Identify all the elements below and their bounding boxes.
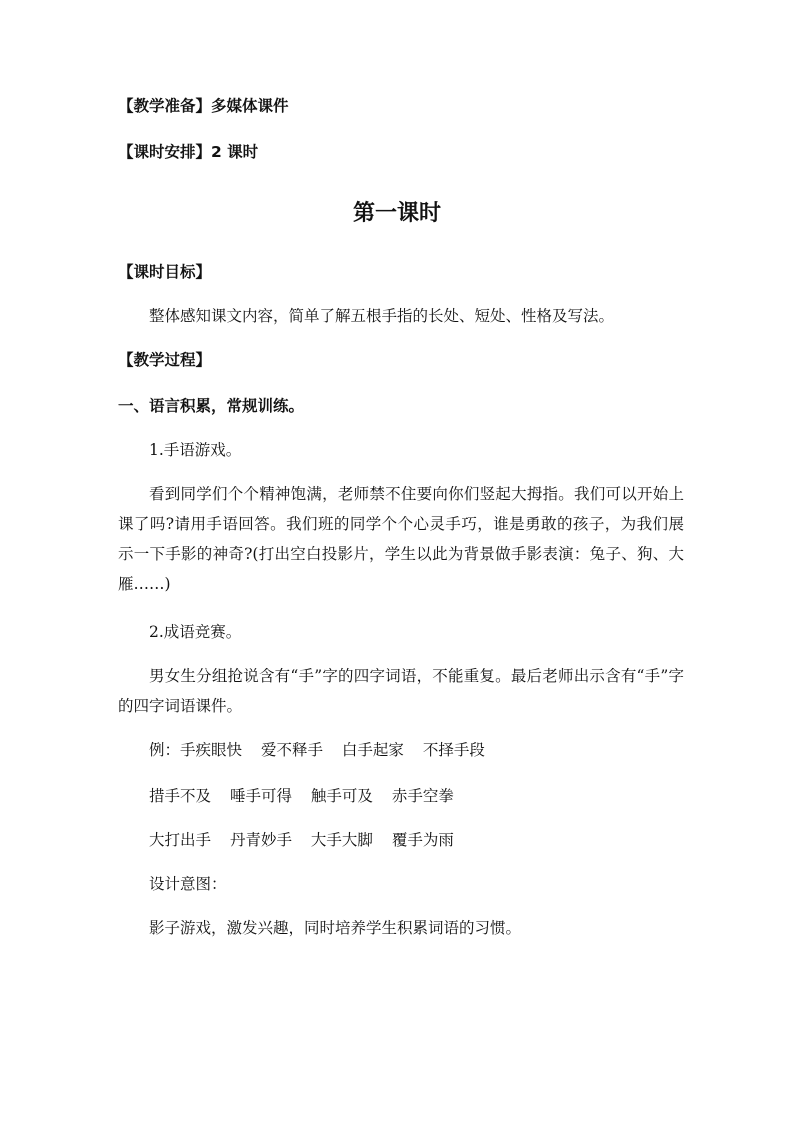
idiom: 覆手为雨 bbox=[391, 831, 454, 849]
goal-text: 整体感知课文内容，简单了解五根手指的长处、短处、性格及写法。 bbox=[149, 307, 615, 325]
idiom: 赤手空拳 bbox=[391, 787, 454, 805]
idiom: 大手大脚 bbox=[310, 831, 373, 849]
idiom-row-2 bbox=[149, 786, 468, 806]
idiom-row-1 bbox=[149, 740, 499, 760]
idiom: 措手不及 bbox=[149, 787, 212, 805]
section-heading: 一、语言积累，常规训练。 bbox=[118, 397, 305, 415]
item1-paragraph: 看到同学们个个精神饱满，老师禁不住要向你们竖起大拇指。我们可以开始上课了吗?请用手语回答。我们班的同学个个心灵手巧，谁是勇敢的孩子，为我们展示一下手影的神奇?(打出空白投影片，学生以此为背景做手影表演：兔子、狗、大雁……) bbox=[118, 485, 684, 593]
idiom: 白手起家 bbox=[341, 741, 404, 759]
process-heading: 【教学过程】 bbox=[118, 351, 212, 369]
goal-heading: 【课时目标】 bbox=[118, 263, 212, 281]
design-label: 设计意图： bbox=[149, 875, 227, 893]
item1-title: 1.手语游戏。 bbox=[149, 441, 242, 459]
idiom: 大打出手 bbox=[149, 831, 212, 849]
page-title: 第一课时 bbox=[352, 201, 441, 226]
idiom: 不择手段 bbox=[422, 741, 485, 759]
lesson-schedule: 【课时安排】2 课时 bbox=[118, 143, 259, 161]
idiom: 爱不释手 bbox=[260, 741, 323, 759]
design-text: 影子游戏，激发兴趣，同时培养学生积累词语的习惯。 bbox=[149, 919, 522, 937]
idiom: 丹青妙手 bbox=[229, 831, 292, 849]
item2-title: 2.成语竞赛。 bbox=[149, 623, 242, 641]
item2-paragraph: 男女生分组抢说含有“手”字的四字词语，不能重复。最后老师出示含有“手”字的四字词语课件。 bbox=[118, 667, 684, 715]
idiom: 唾手可得 bbox=[229, 787, 292, 805]
idiom-row-3 bbox=[149, 830, 468, 850]
idiom: 触手可及 bbox=[310, 787, 373, 805]
idiom: 例：手疾眼快 bbox=[149, 741, 243, 759]
teaching-prep: 【教学准备】多媒体课件 bbox=[118, 97, 289, 115]
